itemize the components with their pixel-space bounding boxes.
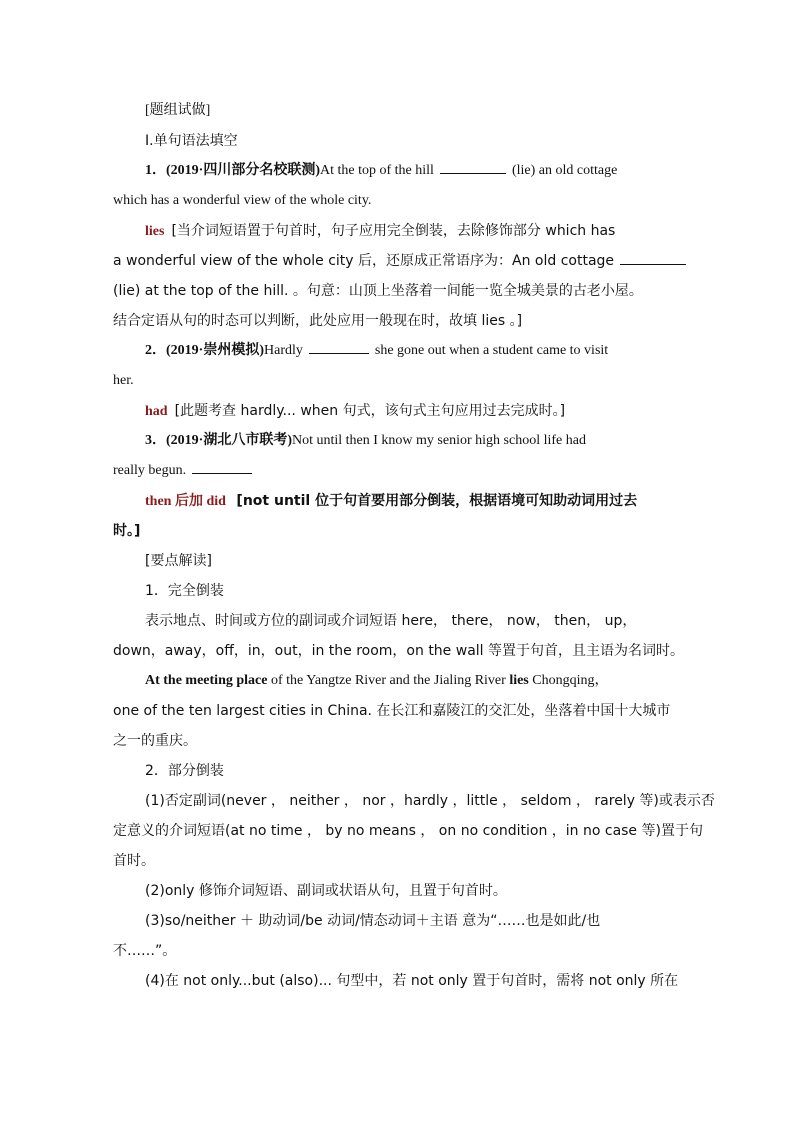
section-heading-points: [要点解读] [145, 553, 212, 569]
question-source: (2019·湖北八市联考) [166, 433, 292, 448]
question-number: 2． [145, 343, 166, 358]
example-sentence: At the meeting place of the Yangtze River and the Jialing River lies Chongqing， [145, 673, 609, 688]
explanation: [当介词短语置于句首时，句子应用完全倒装，去除修饰部分 which has [171, 223, 616, 239]
question-2: 2．(2019·崇州模拟)Hardly she gone out when a student came to visit [113, 336, 679, 366]
answer-1 [113, 216, 679, 246]
answer-text: lies [145, 224, 165, 239]
answer-2 [113, 396, 679, 426]
explanation: [not until 位于句首要用部分倒装，根据语境可知助动词用过去 [236, 493, 638, 509]
question-number: 1． [145, 163, 166, 178]
question-source: (2019·崇州模拟) [166, 343, 264, 358]
answer-blank [192, 459, 252, 474]
answer-blank [309, 339, 369, 354]
point-1-title: 1．完全倒装 [145, 583, 224, 599]
answer-3 [113, 486, 679, 516]
answer-blank [440, 159, 506, 174]
explanation: [此题考查 hardly... when 句式，该句式主句应用过去完成时。] [174, 403, 566, 419]
answer-text: then 后加 did [145, 494, 226, 509]
question-1-cont: which has a wonderful view of the whole city. [113, 193, 372, 208]
question-3: 3．(2019·湖北八市联考)Not until then I know my senior high school life had [145, 433, 586, 448]
point-2-title: 2．部分倒装 [145, 763, 224, 779]
section-try-label: [题组试做] [145, 103, 211, 118]
part1-title: Ⅰ.单句语法填空 [145, 133, 238, 149]
question-number: 3． [145, 433, 166, 448]
section-heading-try [113, 96, 679, 126]
document-body: [题组试做] Ⅰ.单句语法填空 1．(2019·四川部分名校联测)At the top of the hill (lie) an old cottage which has a wonderful view of the whole city. lies [当介词短语置于句首时，句子应用完全倒装，去除修饰部分 which has a wonderful view of the whole city 后，还原成正常语序为：An old cottage (lie) at the top of the hill. 。句意：山顶上坐落着一间能一览全城美景的古老小屋。 结合定语从句的时态可以判断，此处应用一般现在时，故填 lies 。] 2．(2019·崇州模拟)Hardly she gone out when a student came to visit her. had [此题考查 hardly... when 句式，该句式主句应用过去完成时。] 3．(2019·湖北八市联考)Not until then I know my senior high school life had really begun. then 后加 did [not until 位于句首要用部分倒装，根据语境可知助动词用过去 时。] [要点解读] 1．完全倒装 表示地点、时间或方位的副词或介词短语 here， there， now， then， up， down，away，off，in，out，in the room，on the wall 等置于句首，且主语为名词时。 At the meeting place of the Yangtze River and the Jialing River lies Chongqing， one of the ten largest cities in China. 在长江和嘉陵江的交汇处，坐落着中国十大城市 之一的重庆。 2．部分倒装 (1)否定副词(never ， neither ， nor ，hardly ，little ， seldom ， rarely 等)或表示否 定意义的介词短语(at no time ， by no means ， on no condition ，in no case 等)置于句 首时。 (2)only 修饰介词短语、副词或状语从句，且置于句首时。 (3)so/neither ＋ 助动词/be 动词/情态动词＋主语 意为“……也是如此/也 不……”。 (4)在 not only...but (also)... 句型中，若 not only 置于句首时，需将 not only 所在 [113, 96, 679, 996]
answer-blank [620, 250, 686, 265]
answer-text: had [145, 404, 168, 419]
question-source: (2019·四川部分名校联测) [166, 163, 320, 178]
question-1: 1．(2019·四川部分名校联测)At the top of the hill (lie) an old cottage [113, 156, 679, 186]
